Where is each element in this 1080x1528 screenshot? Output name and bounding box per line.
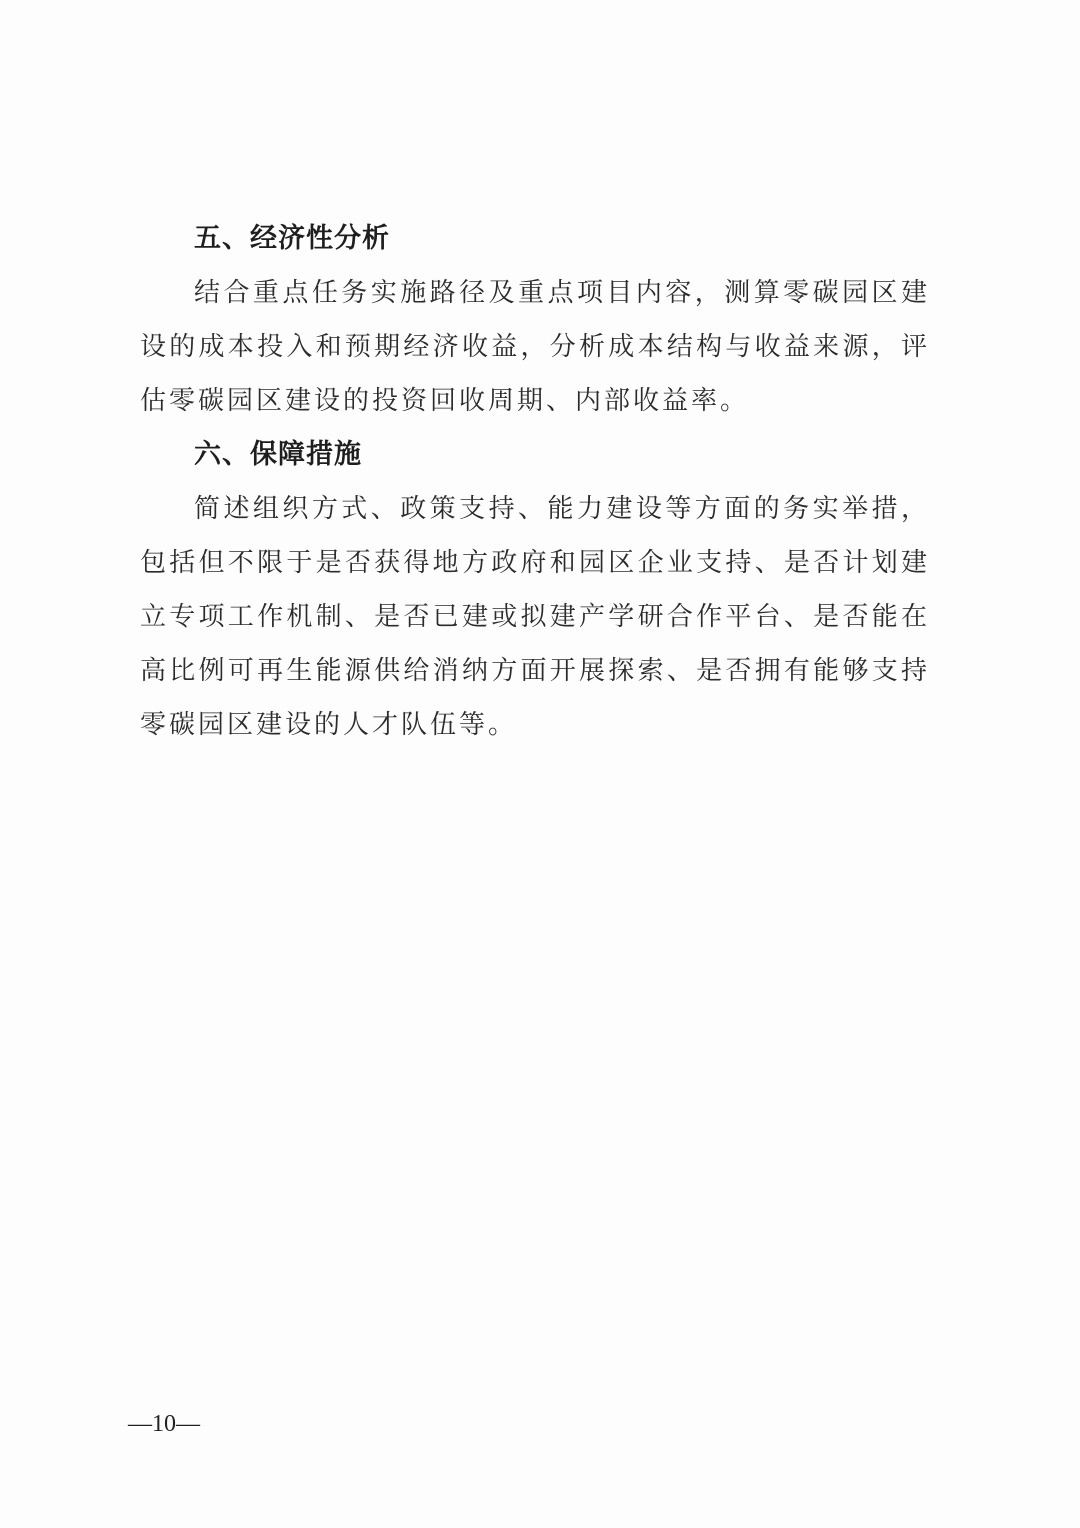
section-heading-safeguard-measures: 六、保障措施 [194,439,362,470]
page-number: —10— [128,1411,200,1437]
section-heading-economic-analysis: 五、经济性分析 [194,223,390,254]
section-body-safeguard-measures: 简述组织方式、政策支持、能力建设等方面的务实举措，包括但不限于是否获得地方政府和园区企业支持、是否计划建立专项工作机制、是否已建或拟建产学研合作平台、是否能在高比例可再生能源供给消纳方面开展探索、是否拥有能够支持零碳园区建设的人才队伍等。 [140,494,930,740]
section-body-economic-analysis: 结合重点任务实施路径及重点项目内容，测算零碳园区建设的成本投入和预期经济收益，分析成本结构与收益来源，评估零碳园区建设的投资回收周期、内部收益率。 [140,278,930,416]
page-content [140,212,930,752]
